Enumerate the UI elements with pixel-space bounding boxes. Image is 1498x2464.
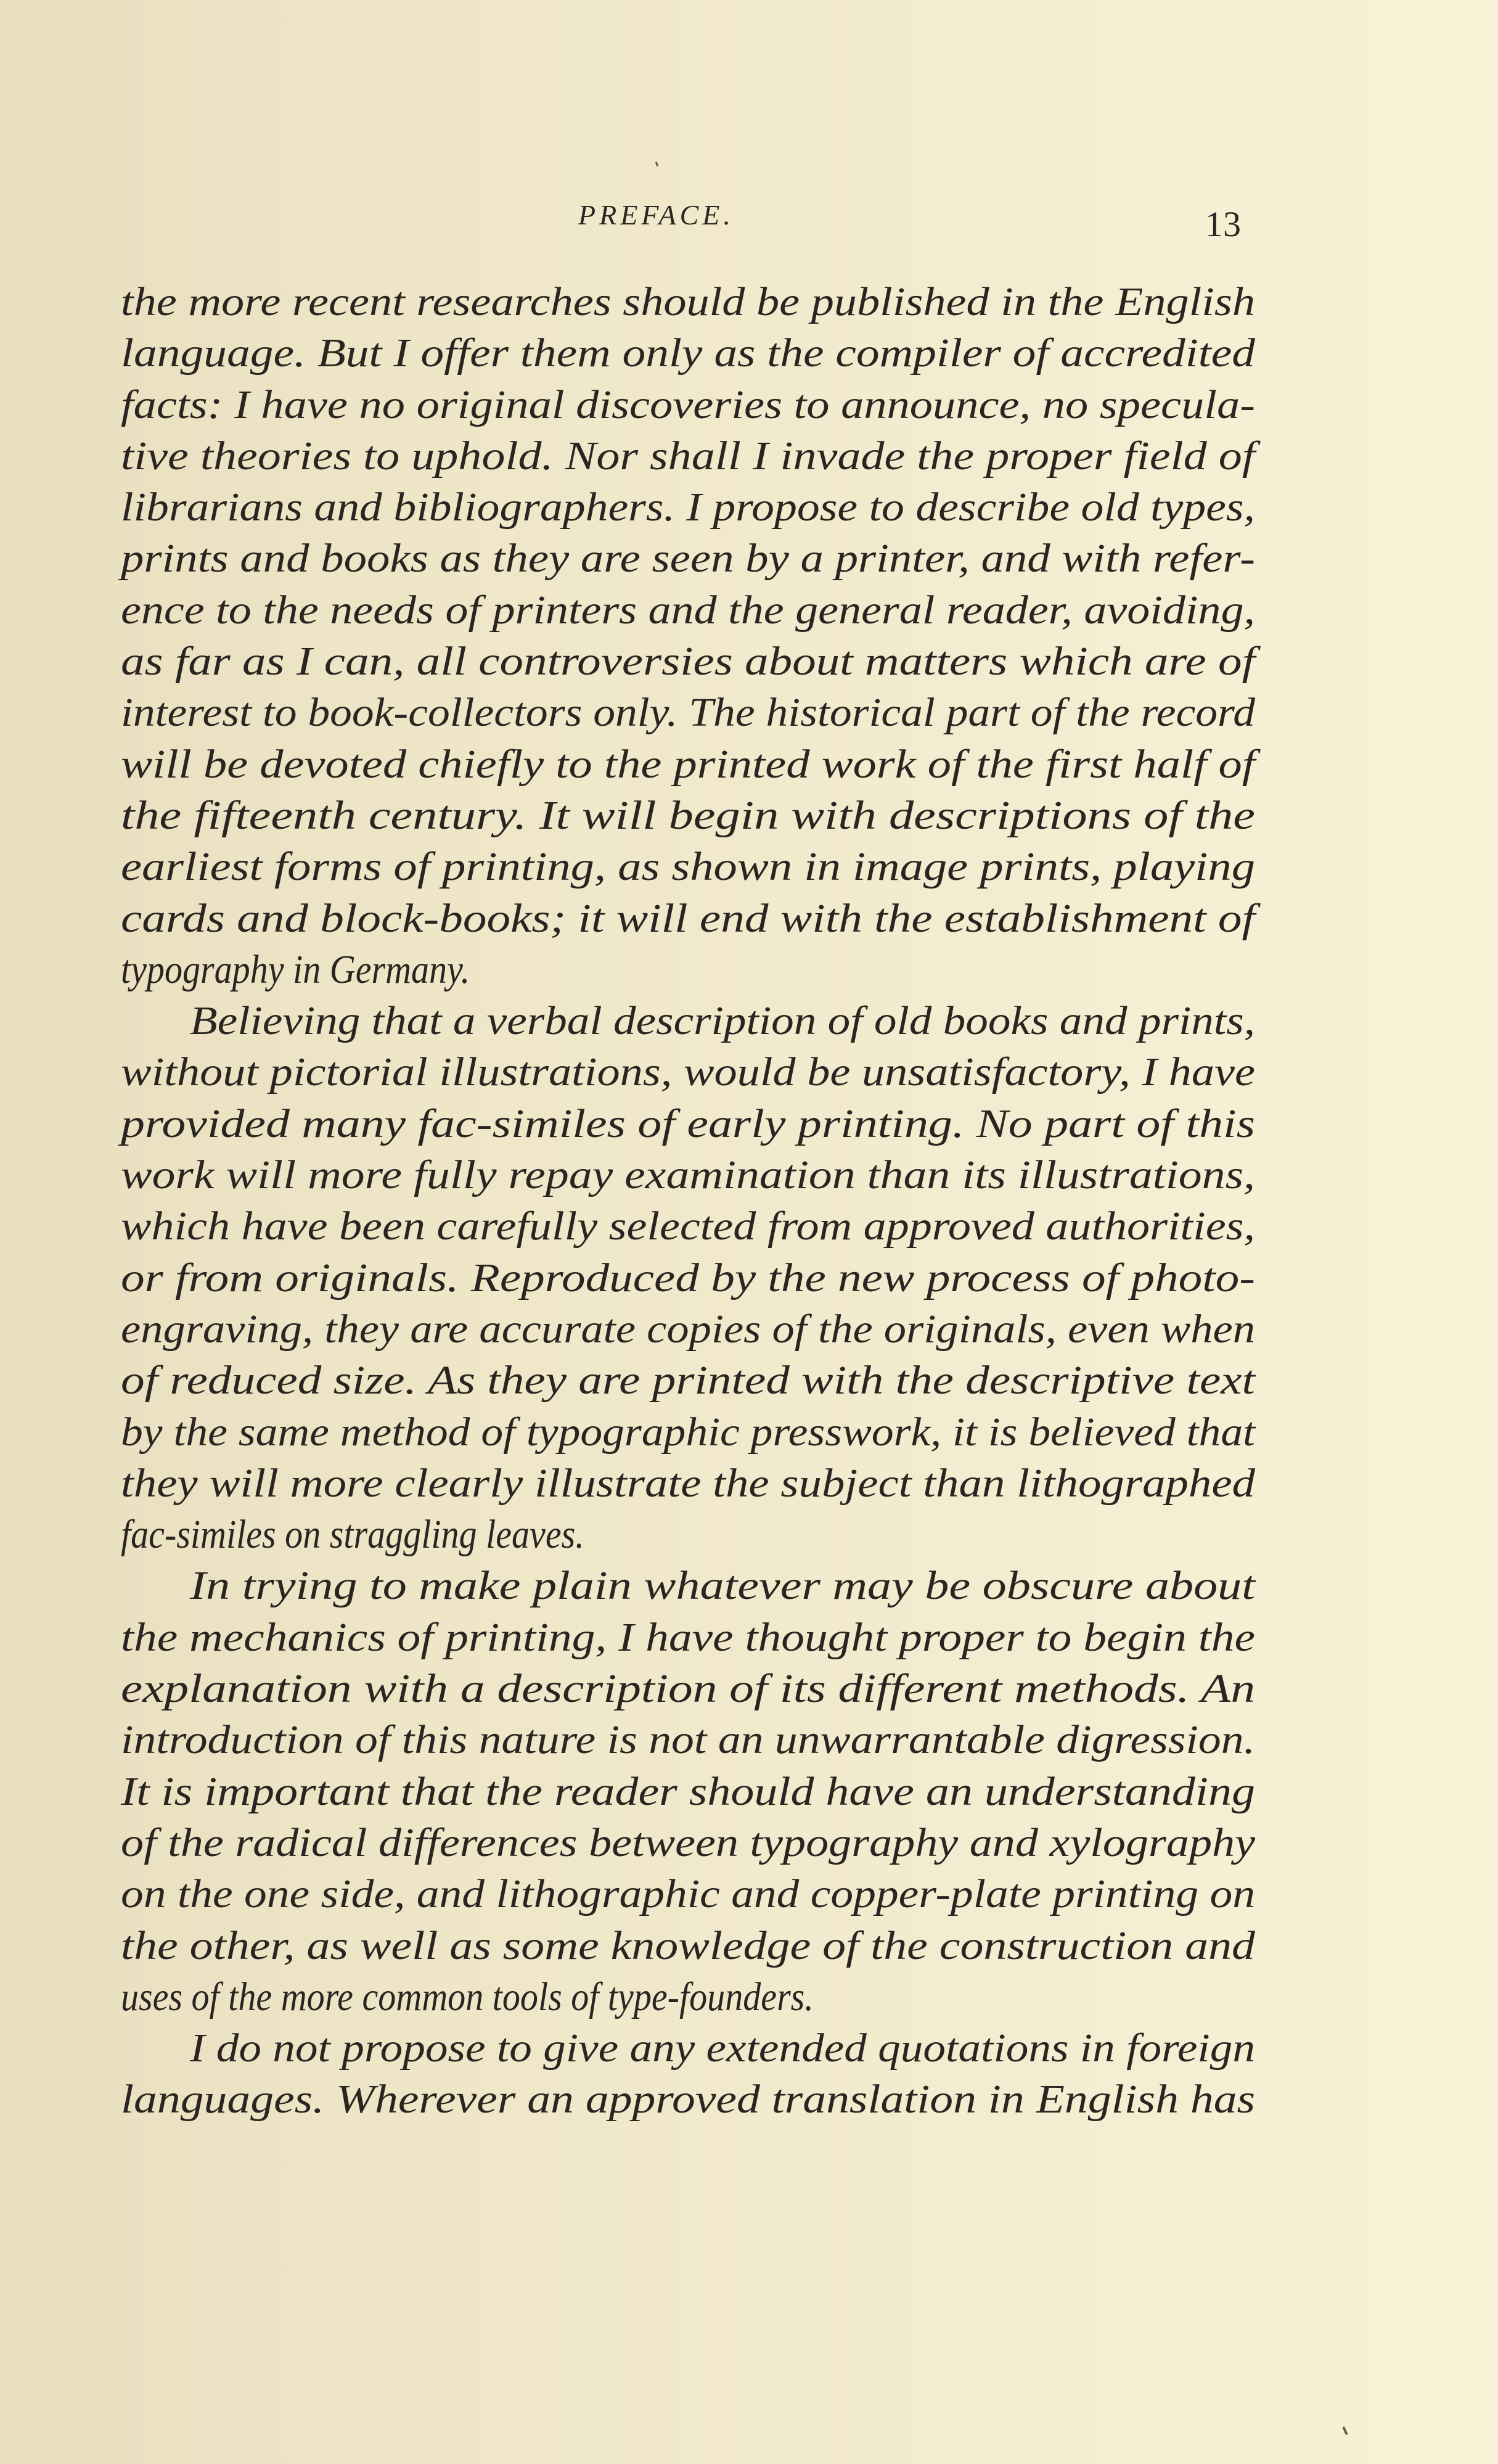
text-line: cards and block-books; it will end with the establishment of xyxy=(121,895,1255,941)
paper-speck xyxy=(1342,2426,1348,2435)
text-line: work will more fully repay examination than its illustrations, xyxy=(121,1152,1255,1198)
text-line: by the same method of typographic presswork, it is believed that xyxy=(121,1409,1255,1455)
text-line: facts: I have no original discoveries to announce, no specula- xyxy=(121,382,1255,427)
text-line: earliest forms of printing, as shown in image prints, playing xyxy=(121,844,1255,890)
running-head-title: PREFACE. xyxy=(578,199,734,231)
paper-speck xyxy=(655,162,659,167)
text-line: the other, as well as some knowledge of the construction and xyxy=(121,1923,1255,1968)
text-line: the mechanics of printing, I have thought proper to begin the xyxy=(121,1614,1255,1660)
text-line: the fifteenth century. It will begin with descriptions of the xyxy=(121,792,1255,838)
text-line: tive theories to uphold. Nor shall I invade the proper field of xyxy=(121,433,1256,478)
text-line: prints and books as they are seen by a printer, and with refer- xyxy=(121,536,1255,581)
text-line: I do not propose to give any extended quotations in foreign xyxy=(190,2026,1256,2071)
text-line: It is important that the reader should have an understanding xyxy=(121,1768,1255,1814)
text-line: provided many fac-similes of early printing. No part of this xyxy=(121,1101,1255,1146)
text-line: or from originals. Reproduced by the new process of photo- xyxy=(121,1255,1255,1300)
text-line: librarians and bibliographers. I propose to describe old types, xyxy=(121,485,1255,530)
text-line: ence to the needs of printers and the general reader, avoiding, xyxy=(121,587,1255,633)
text-line: In trying to make plain whatever may be obscure about xyxy=(190,1563,1255,1609)
text-line: they will more clearly illustrate the subject than lithographed xyxy=(121,1460,1255,1506)
text-line: of the radical differences between typography and xylography xyxy=(121,1820,1255,1865)
text-line: without pictorial illustrations, would be unsatisfactory, I have xyxy=(121,1049,1256,1095)
text-line: Believing that a verbal description of old books and prints, xyxy=(190,998,1255,1044)
text-line: explanation with a description of its different methods. An xyxy=(121,1666,1255,1712)
text-line: which have been carefully selected from approved authorities, xyxy=(121,1204,1255,1249)
text-line: language. But I offer them only as the compiler of accredited xyxy=(121,331,1255,376)
text-line: engraving, they are accurate copies of the originals, even when xyxy=(121,1306,1255,1352)
page-number: 13 xyxy=(1205,204,1241,244)
text-line: typography in Germany. xyxy=(121,947,470,992)
running-head xyxy=(0,199,1498,248)
text-line: of reduced size. As they are printed with the descriptive text xyxy=(121,1358,1255,1403)
text-line: introduction of this nature is not an unwarrantable digression. xyxy=(121,1717,1255,1763)
text-line: languages. Wherever an approved translation in English has xyxy=(121,2077,1255,2122)
text-line: will be devoted chiefly to the printed work of the first half of xyxy=(121,741,1256,787)
text-line: fac-similes on straggling leaves. xyxy=(121,1512,584,1558)
text-line: the more recent researches should be published in the English xyxy=(121,279,1255,324)
text-line: interest to book-collectors only. The historical part of the record xyxy=(121,690,1255,736)
text-line: as far as I can, all controversies about matters which are of xyxy=(121,639,1255,684)
text-line: on the one side, and lithographic and copper-plate printing on xyxy=(121,1871,1255,1917)
text-line: uses of the more common tools of type-founders. xyxy=(121,1974,814,2019)
body-text xyxy=(121,276,1255,2125)
